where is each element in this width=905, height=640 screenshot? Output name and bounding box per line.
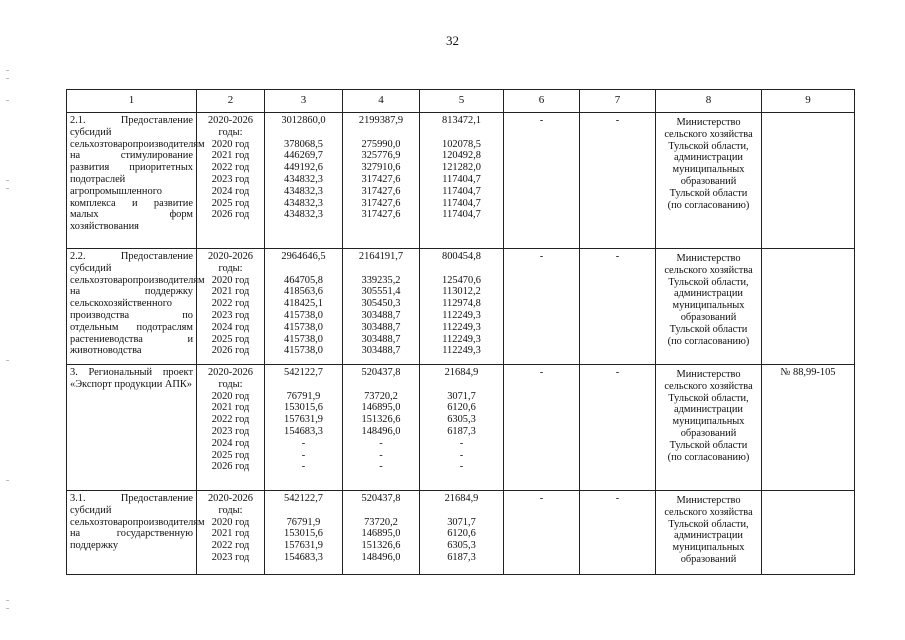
total-value: 418563,6	[284, 286, 323, 298]
total-value: 157631,9	[284, 414, 323, 426]
period-value: 2025 год	[211, 333, 250, 345]
total-value: 3012860,0	[281, 115, 326, 126]
executor-line: администрации	[674, 530, 743, 542]
total-value	[267, 379, 340, 391]
federal-budget-value: 102078,5	[442, 138, 481, 150]
federal-budget-value: 112974,8	[442, 298, 481, 310]
table-row	[67, 249, 855, 365]
federal-budget-value: 813472,1	[442, 115, 481, 126]
dash-value: -	[539, 367, 544, 378]
federal-budget-value	[422, 127, 501, 139]
federal-budget-value: 112249,3	[442, 345, 481, 357]
federal-budget-value: 112249,3	[442, 321, 481, 333]
total-value: 434832,3	[284, 185, 323, 197]
regional-budget-value: 339235,2	[361, 274, 401, 286]
period-value: 2024 год	[211, 185, 250, 197]
executor-line: администрации	[674, 152, 743, 164]
executor-line: образований	[680, 175, 737, 187]
federal-budget-value: -	[459, 449, 464, 461]
period-value: 2026 год	[211, 209, 250, 221]
total-value: 434832,3	[284, 173, 323, 185]
period-value: 2024 год	[211, 437, 250, 449]
period-value: годы:	[218, 504, 243, 516]
executor-line: образований	[680, 311, 737, 323]
indicator-ref-cell	[762, 365, 855, 491]
measure-name: 2.2. Предоставление субсидий сельхозтоваропроизводителям на поддержку сельскохозяйственного производства по отдельным подотраслям растениеводства и животноводства	[70, 251, 205, 357]
period-value: 2025 год	[211, 449, 250, 461]
regional-budget-value: 151326,6	[361, 414, 401, 426]
regional-budget-value: 73720,2	[364, 516, 398, 528]
executor-line: сельского хозяйства	[664, 506, 753, 518]
period-value: 2026 год	[211, 345, 250, 357]
executor-line: Тульской области,	[668, 276, 749, 288]
total-value: 464705,8	[284, 274, 323, 286]
header-row	[67, 90, 855, 113]
regional-budget-value: 520437,8	[361, 493, 401, 504]
period-cell	[197, 113, 265, 249]
period-value: 2026 год	[211, 461, 250, 473]
regional-budget-value: 73720,2	[364, 390, 398, 402]
total-value: 542122,7	[284, 493, 323, 504]
period-value: 2023 год	[211, 309, 250, 321]
period-value: 2023 год	[211, 551, 250, 563]
period-value: 2023 год	[211, 425, 250, 437]
header-cell: 9	[762, 90, 855, 113]
table-body	[67, 113, 855, 575]
executor-line: (по согласованию)	[667, 335, 750, 347]
federal-budget-value: 117404,7	[442, 197, 481, 209]
table-row	[67, 113, 855, 249]
regional-budget-value: -	[379, 461, 383, 473]
measure-name: 3. Региональный проект «Экспорт продукции АПК»	[70, 367, 193, 390]
federal-budget-value: 3071,7	[447, 390, 476, 402]
table-row	[67, 491, 855, 575]
regional-budget-cell	[343, 249, 420, 365]
executor-line: сельского хозяйства	[664, 380, 753, 392]
executor-line: Министерство	[676, 117, 741, 128]
executor-line: Тульской области	[669, 439, 748, 451]
regional-budget-value: 151326,6	[361, 540, 401, 552]
period-value: годы:	[218, 262, 243, 274]
executor-line: (по согласованию)	[667, 199, 750, 211]
margin-scan-marks	[6, 60, 12, 620]
total-value: -	[301, 449, 306, 461]
period-value: 2022 год	[211, 162, 250, 174]
dash-value: -	[539, 251, 544, 262]
executor-line: Министерство	[676, 495, 741, 506]
period-value: годы:	[218, 378, 243, 390]
federal-budget-value	[422, 505, 501, 517]
federal-budget-value: 800454,8	[442, 251, 481, 262]
period-value: 2020-2026	[207, 251, 254, 262]
period-value: 2025 год	[211, 197, 250, 209]
total-value: 449192,6	[284, 162, 323, 174]
period-value: 2020 год	[211, 138, 250, 150]
indicator-ref-cell	[762, 249, 855, 365]
header-cell: 7	[580, 90, 656, 113]
regional-budget-value: -	[379, 437, 383, 449]
regional-budget-value: 303488,7	[361, 321, 401, 333]
executor-line: Тульской области,	[668, 140, 749, 152]
federal-budget-value: -	[459, 461, 464, 473]
total-value: 415738,0	[284, 345, 323, 357]
federal-budget-cell	[420, 365, 504, 491]
indicator-ref-cell	[762, 113, 855, 249]
period-cell	[197, 491, 265, 575]
column-7-cell	[580, 113, 656, 249]
federal-budget-value: 21684,9	[444, 493, 479, 504]
federal-budget-value: 112249,3	[442, 333, 481, 345]
executor-line: муниципальных	[672, 300, 745, 312]
federal-budget-value: 6305,3	[447, 414, 476, 426]
indicator-ref: № 88,99-105	[780, 367, 836, 378]
federal-budget-value: 121282,0	[442, 162, 481, 174]
federal-budget-value: 6187,3	[447, 425, 476, 437]
executor-line: администрации	[674, 404, 743, 416]
regional-budget-value: 317427,6	[361, 197, 401, 209]
total-value	[267, 263, 340, 275]
responsible-executor-cell	[656, 365, 762, 491]
dash-value: -	[539, 493, 544, 504]
period-value: 2022 год	[211, 540, 250, 552]
regional-budget-value: 325776,9	[361, 150, 401, 162]
total-value: 415738,0	[284, 309, 323, 321]
header-cell: 6	[504, 90, 580, 113]
regional-budget-value: 305551,4	[361, 286, 401, 298]
executor-line: сельского хозяйства	[664, 128, 753, 140]
period-value: 2021 год	[211, 150, 250, 162]
total-cell	[265, 249, 343, 365]
regional-budget-value	[345, 379, 417, 391]
total-value: 76791,9	[286, 390, 321, 402]
federal-budget-value: 120492,8	[442, 150, 481, 162]
column-6-cell	[504, 365, 580, 491]
header-cell: 1	[67, 90, 197, 113]
executor-line: Тульской области,	[668, 518, 749, 530]
column-6-cell	[504, 113, 580, 249]
period-value: 2020-2026	[207, 367, 254, 378]
regional-budget-cell	[343, 365, 420, 491]
federal-budget-value: 113012,2	[442, 286, 481, 298]
regional-budget-value: 520437,8	[361, 367, 401, 378]
period-value: 2021 год	[211, 402, 250, 414]
column-6-cell	[504, 249, 580, 365]
total-value: 415738,0	[284, 321, 323, 333]
period-value: 2020 год	[211, 390, 250, 402]
regional-budget-value: 148496,0	[361, 425, 401, 437]
federal-budget-cell	[420, 491, 504, 575]
responsible-executor-cell	[656, 113, 762, 249]
federal-budget-cell	[420, 113, 504, 249]
total-value: 446269,7	[284, 150, 323, 162]
executor-line: Министерство	[676, 369, 741, 380]
federal-budget-value	[422, 379, 501, 391]
executor-line: сельского хозяйства	[664, 264, 753, 276]
regional-budget-value: 148496,0	[361, 551, 401, 563]
table-row	[67, 365, 855, 491]
regional-budget-value: 327910,6	[361, 162, 401, 174]
column-6-cell	[504, 491, 580, 575]
column-7-cell	[580, 365, 656, 491]
total-value: 154683,3	[284, 551, 323, 563]
total-value: 434832,3	[284, 209, 323, 221]
federal-budget-value: 21684,9	[444, 367, 479, 378]
dash-value: -	[615, 493, 620, 504]
regional-budget-value: 2199387,9	[358, 115, 404, 126]
period-value: 2022 год	[211, 298, 250, 310]
dash-value: -	[539, 115, 544, 126]
regional-budget-value	[345, 263, 417, 275]
regional-budget-value	[345, 127, 417, 139]
regional-budget-value	[345, 505, 417, 517]
total-value: 2964646,5	[281, 251, 326, 262]
regional-budget-value: 317427,6	[361, 209, 401, 221]
header-cell: 4	[343, 90, 420, 113]
regional-budget-value: 303488,7	[361, 309, 401, 321]
header-cell: 2	[197, 90, 265, 113]
period-value: годы:	[218, 126, 243, 138]
dash-value: -	[615, 115, 620, 126]
federal-budget-value: 6187,3	[447, 551, 476, 563]
federal-budget-value: -	[459, 437, 464, 449]
column-7-cell	[580, 491, 656, 575]
total-value: -	[301, 461, 306, 473]
executor-line: Министерство	[676, 253, 741, 264]
total-value: 378068,5	[284, 138, 323, 150]
regional-budget-value: 317427,6	[361, 185, 401, 197]
measure-name: 3.1. Предоставление субсидий сельхозтоваропроизводителям на государственную поддержку	[70, 493, 205, 552]
total-value: 153015,6	[284, 528, 323, 540]
executor-line: образований	[680, 427, 737, 439]
federal-budget-value: 117404,7	[442, 173, 481, 185]
executor-line: Тульской области,	[668, 392, 749, 404]
regional-budget-value: 146895,0	[361, 528, 401, 540]
executor-line: администрации	[674, 288, 743, 300]
regional-budget-value: 305450,3	[361, 298, 401, 310]
executor-line: (по согласованию)	[667, 451, 750, 463]
total-value: 415738,0	[284, 333, 323, 345]
responsible-executor-cell	[656, 249, 762, 365]
measure-name-cell	[67, 249, 205, 365]
federal-budget-value: 125470,6	[442, 274, 481, 286]
period-value: 2023 год	[211, 173, 250, 185]
measure-name: 2.1. Предоставление субсидий сельхозтоваропроизводителям на стимулирование развития приоритетных подотраслей агропромышленного комплекса и развитие малых форм хозяйствования	[70, 115, 205, 233]
total-value: 434832,3	[284, 197, 323, 209]
total-cell	[265, 491, 343, 575]
total-value: 154683,3	[284, 425, 323, 437]
period-value: 2022 год	[211, 414, 250, 426]
executor-line: образований	[680, 553, 737, 565]
federal-budget-value: 6305,3	[447, 540, 476, 552]
dash-value: -	[615, 367, 620, 378]
federal-budget-value: 117404,7	[442, 185, 481, 197]
executor-line: Тульской области	[669, 323, 748, 335]
column-7-cell	[580, 249, 656, 365]
header-cell: 3	[265, 90, 343, 113]
regional-budget-value: -	[379, 449, 383, 461]
regional-budget-value: 275990,0	[361, 138, 401, 150]
total-cell	[265, 365, 343, 491]
federal-budget-value: 117404,7	[442, 209, 481, 221]
regional-budget-cell	[343, 113, 420, 249]
federal-budget-value	[422, 263, 501, 275]
total-value: 542122,7	[284, 367, 323, 378]
period-value: 2021 год	[211, 286, 250, 298]
period-value: 2020-2026	[207, 493, 254, 504]
executor-line: муниципальных	[672, 416, 745, 428]
regional-budget-value: 317427,6	[361, 173, 401, 185]
period-value: 2021 год	[211, 528, 250, 540]
measure-name-cell	[67, 113, 205, 249]
period-value: 2020 год	[211, 274, 250, 286]
header-cell: 5	[420, 90, 504, 113]
federal-budget-value: 6120,6	[447, 402, 476, 414]
period-value: 2024 год	[211, 321, 250, 333]
total-value: 76791,9	[286, 516, 321, 528]
measure-name-cell	[67, 491, 205, 575]
federal-budget-cell	[420, 249, 504, 365]
executor-line: муниципальных	[672, 542, 745, 554]
regional-budget-value: 146895,0	[361, 402, 401, 414]
responsible-executor-cell	[656, 491, 762, 575]
federal-budget-value: 6120,6	[447, 528, 476, 540]
total-value	[267, 127, 340, 139]
measure-name-cell	[67, 365, 197, 491]
regional-budget-value: 303488,7	[361, 345, 401, 357]
total-cell	[265, 113, 343, 249]
page-number: 32	[446, 33, 459, 48]
period-cell	[197, 365, 265, 491]
header-cell: 8	[656, 90, 762, 113]
total-value: 153015,6	[284, 402, 323, 414]
indicator-ref-cell	[762, 491, 855, 575]
dash-value: -	[615, 251, 620, 262]
program-table	[66, 89, 855, 575]
period-value: 2020 год	[211, 516, 250, 528]
period-cell	[197, 249, 265, 365]
period-value: 2020-2026	[207, 115, 254, 126]
regional-budget-value: 303488,7	[361, 333, 401, 345]
executor-line: муниципальных	[672, 164, 745, 176]
total-value: -	[301, 437, 306, 449]
total-value: 418425,1	[284, 298, 323, 310]
federal-budget-value: 3071,7	[447, 516, 476, 528]
federal-budget-value: 112249,3	[442, 309, 481, 321]
regional-budget-value: 2164191,7	[358, 251, 404, 262]
regional-budget-cell	[343, 491, 420, 575]
executor-line: Тульской области	[669, 187, 748, 199]
total-value	[267, 505, 340, 517]
total-value: 157631,9	[284, 540, 323, 552]
